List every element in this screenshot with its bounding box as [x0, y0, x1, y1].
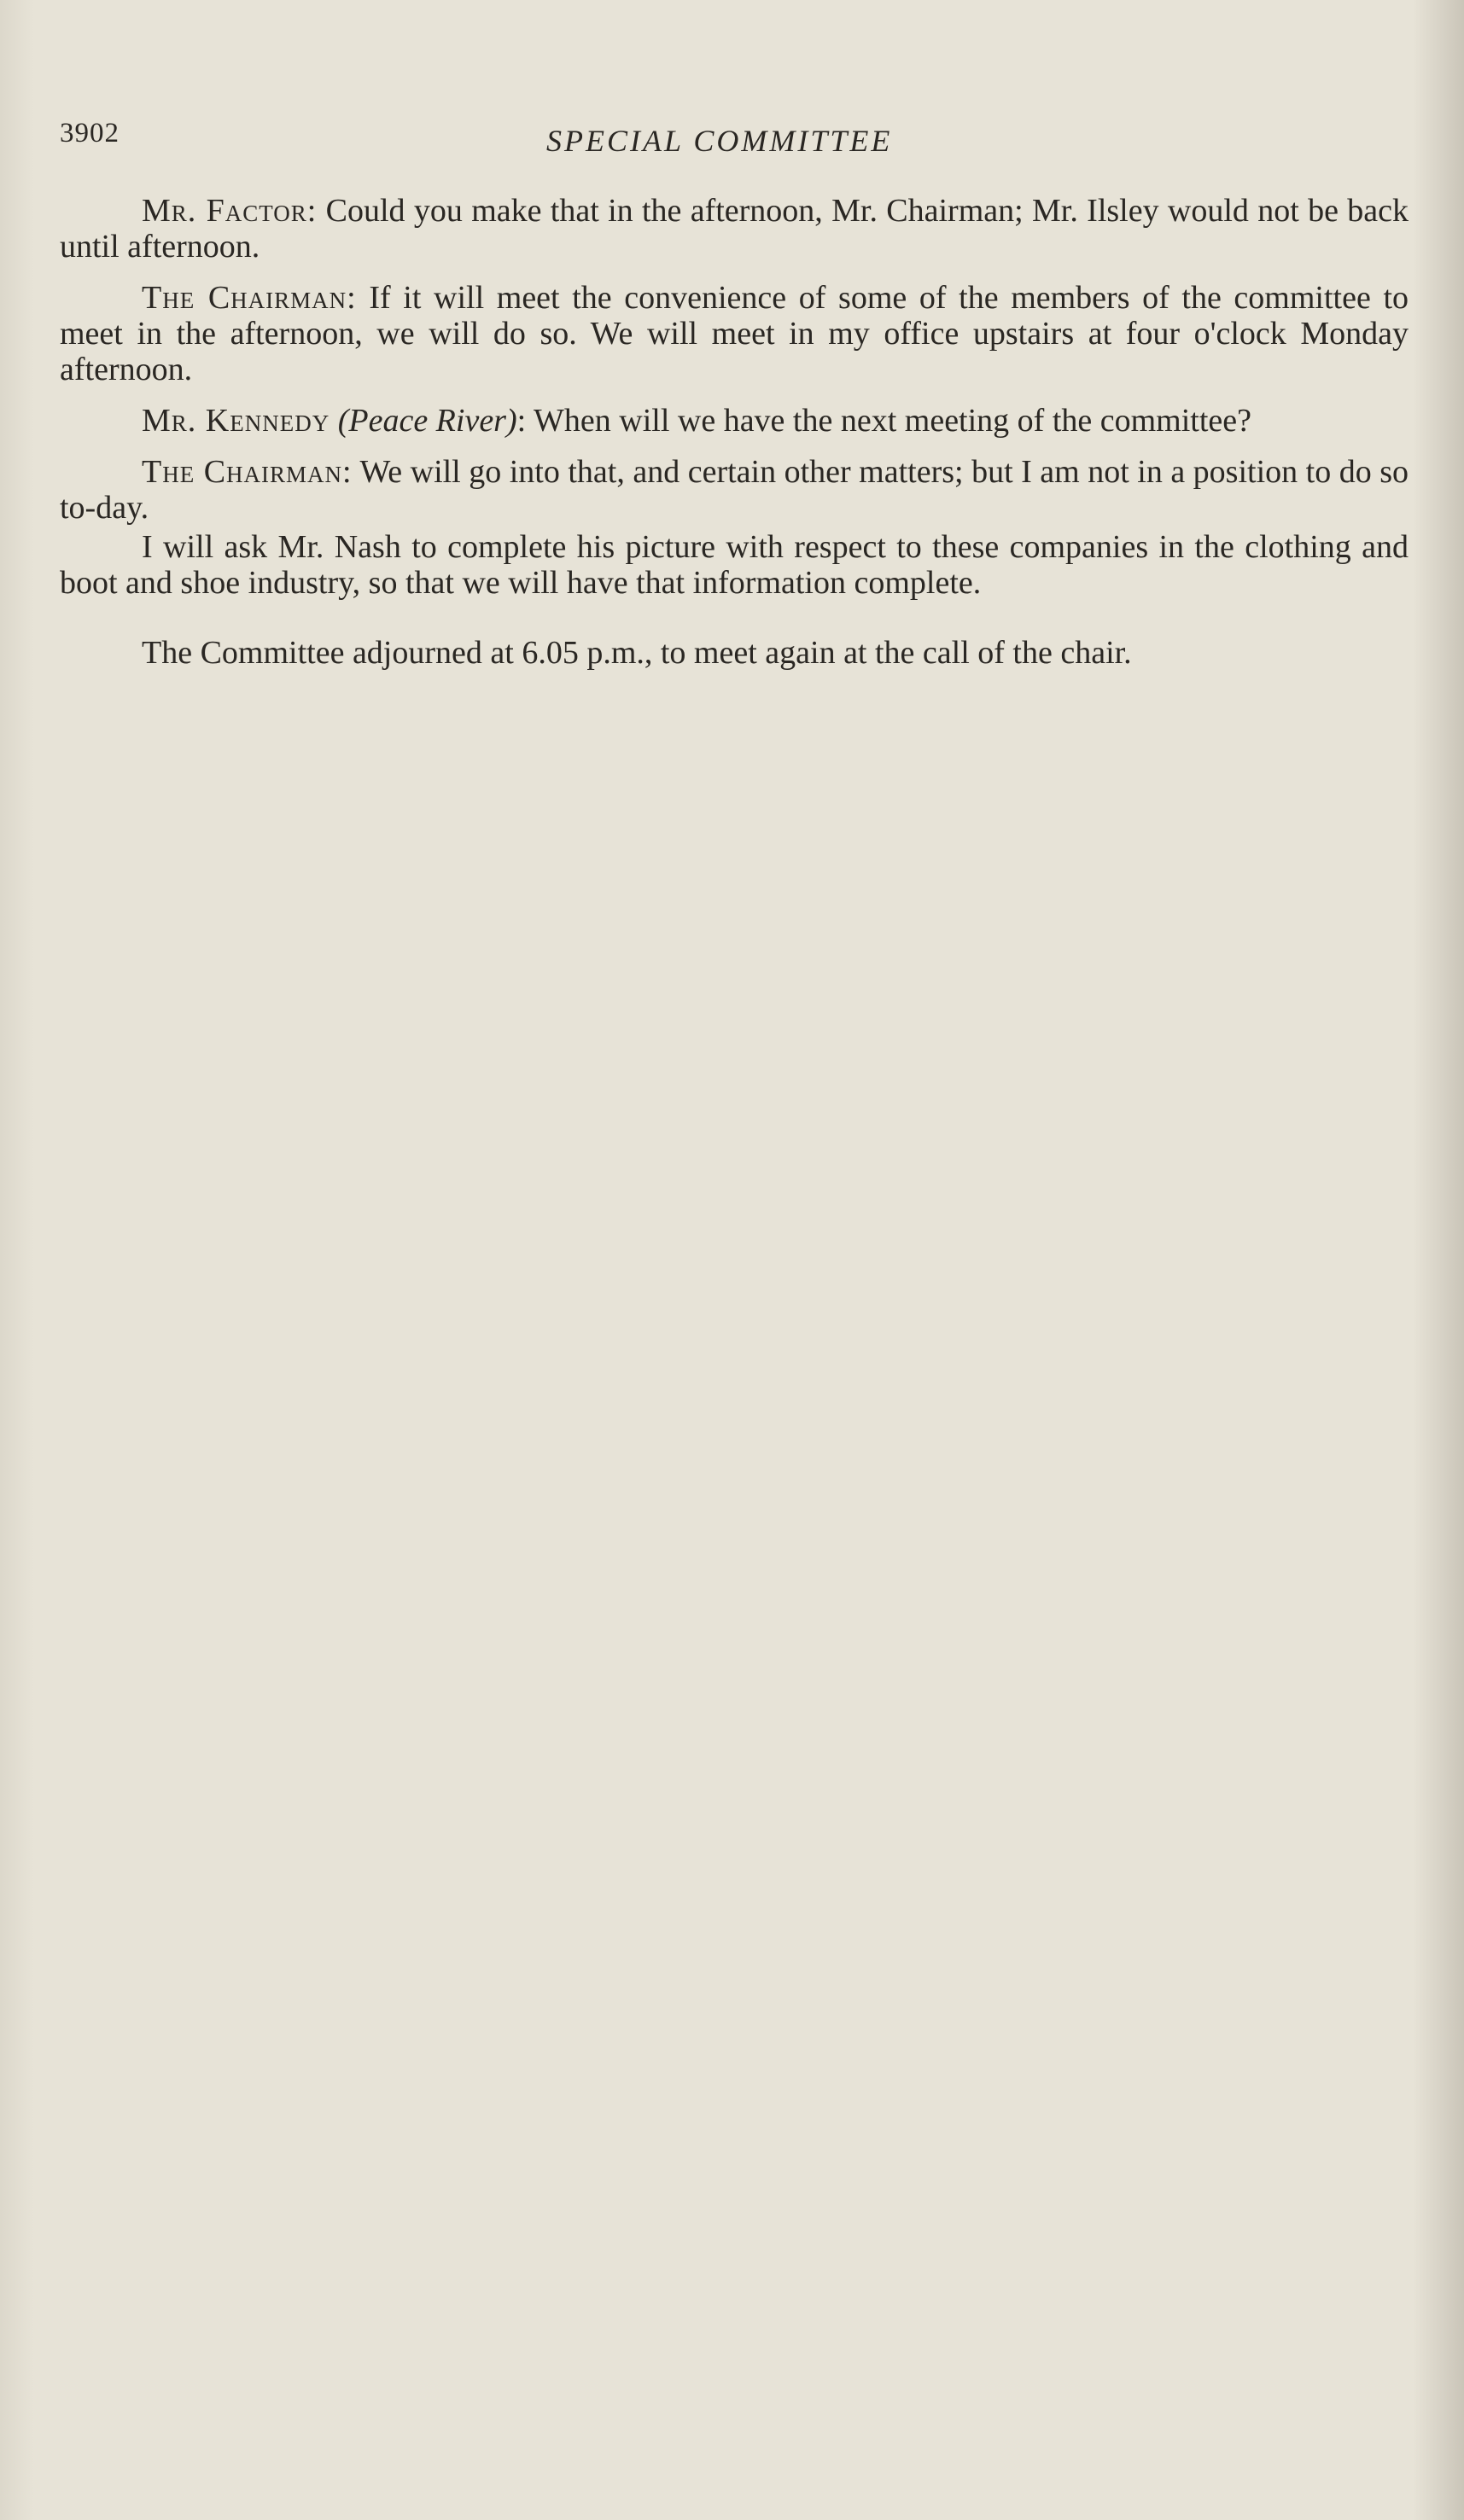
speaker-name: Mr. Factor: [142, 193, 318, 229]
running-head: SPECIAL COMMITTEE [546, 124, 893, 158]
page-body [60, 193, 1409, 686]
speaker-affiliation: (Peace River) [337, 403, 517, 439]
adjournment-note: The Committee adjourned at 6.05 p.m., to meet again at the call of the chair. [142, 635, 1132, 671]
paragraph-factor [60, 193, 1409, 265]
speech-text: When will we have the next meeting of the committee? [534, 403, 1252, 439]
paragraph-chairman-1 [60, 280, 1409, 387]
speaker-name: Mr. Kennedy [142, 403, 330, 439]
page-edge-shadow-right [1413, 0, 1464, 2520]
speaker-colon: : [516, 403, 527, 439]
paragraph-chairman-3 [60, 529, 1409, 601]
paragraph-chairman-2 [60, 454, 1409, 526]
speech-text: We will go into that, and certain other matters; but I am not in a position to do so to-day. [60, 454, 1409, 526]
speech-text: I will ask Mr. Nash to complete his picture with respect to these companies in the clothing and boot and shoe industry, so that we will have that information complete. [60, 529, 1409, 601]
speech-text: Could you make that in the afternoon, Mr. Chairman; Mr. Ilsley would not be back until afternoon. [60, 193, 1409, 265]
page-edge-shadow-left [0, 0, 34, 2520]
speaker-name: The Chairman: [142, 280, 357, 316]
speaker-name: The Chairman: [142, 454, 353, 490]
paragraph-kennedy [60, 403, 1409, 439]
page-header [60, 118, 1409, 169]
page-number: 3902 [60, 118, 120, 148]
speech-text: If it will meet the convenience of some of the members of the committee to meet in the afternoon, we will do so. We will meet in my office upstairs at four o'clock Monday afternoon. [60, 280, 1409, 387]
